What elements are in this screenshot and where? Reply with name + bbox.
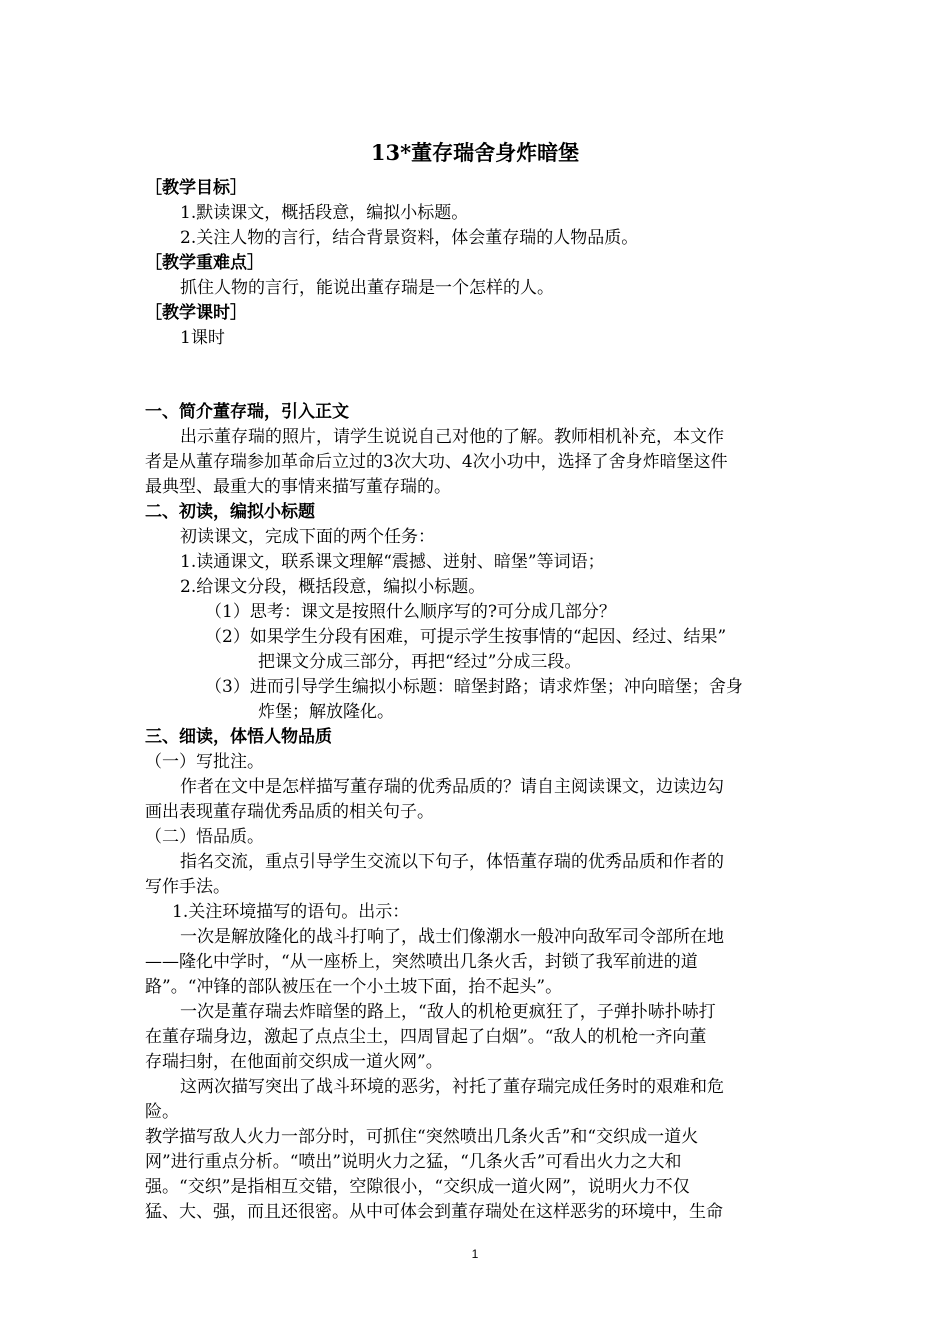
text-line: 一次是董存瑞去炸暗堡的路上，“敌人的机枪更疯狂了，子弹扑哧扑哧打	[180, 1002, 716, 1022]
text-line: （3）进而引导学生编拟小标题：暗堡封路；请求炸堡；冲向暗堡；舍身	[205, 677, 743, 697]
text-line: 网”进行重点分析。“喷出”说明火力之猛，“几条火舌”可看出火力之大和	[145, 1152, 682, 1172]
text-line: 1.关注环境描写的语句。出示：	[172, 902, 410, 922]
text-line: 在董存瑞身边，激起了点点尘土，四周冒起了白烟”。“敌人的机枪一齐向董	[145, 1027, 707, 1047]
text-line: 存瑞扫射，在他面前交织成一道火网”。	[145, 1052, 443, 1072]
section-heading: 三、细读，体悟人物品质	[145, 727, 332, 747]
text-line: 者是从董存瑞参加革命后立过的3次大功、4次小功中，选择了舍身炸暗堡这件	[145, 452, 728, 472]
section-heading: 二、初读，编拟小标题	[145, 502, 315, 522]
text-line: 猛、大、强，而且还很密。从中可体会到董存瑞处在这样恶劣的环境中，生命	[145, 1202, 723, 1222]
text-line: 写作手法。	[145, 877, 230, 897]
text-line: （1）思考：课文是按照什么顺序写的?可分成几部分？	[205, 602, 616, 622]
text-line: 2.关注人物的言行，结合背景资料，体会董存瑞的人物品质。	[180, 228, 639, 248]
text-line: 路”。“冲锋的部队被压在一个小土坡下面，抬不起头”。	[145, 977, 563, 997]
text-line: ——隆化中学时，“从一座桥上，突然喷出几条火舌，封锁了我军前进的道	[145, 952, 698, 972]
text-line: 抓住人物的言行，能说出董存瑞是一个怎样的人。	[180, 278, 554, 298]
text-line: （一）写批注。	[145, 752, 264, 772]
text-line: 炸堡；解放隆化。	[258, 702, 394, 722]
text-line: 2.给课文分段，概括段意，编拟小标题。	[180, 577, 486, 597]
text-line: 这两次描写突出了战斗环境的恶劣，衬托了董存瑞完成任务时的艰难和危	[180, 1077, 724, 1097]
text-line: 初读课文，完成下面的两个任务：	[180, 527, 435, 547]
text-line: 1课时	[180, 328, 225, 348]
text-line: 指名交流，重点引导学生交流以下句子，体悟董存瑞的优秀品质和作者的	[180, 852, 724, 872]
page-number: 1	[471, 1247, 479, 1261]
text-line: 险。	[145, 1102, 179, 1122]
text-line: （2）如果学生分段有困难，可提示学生按事情的“起因、经过、结果”	[205, 627, 727, 647]
text-line: 最典型、最重大的事情来描写董存瑞的。	[145, 477, 451, 497]
section-heading: ［教学重难点］	[145, 253, 264, 273]
text-line: 一次是解放隆化的战斗打响了，战士们像潮水一般冲向敌军司令部所在地	[180, 927, 724, 947]
section-heading: ［教学课时］	[145, 303, 247, 323]
text-line: 教学描写敌人火力一部分时，可抓住“突然喷出几条火舌”和“交织成一道火	[145, 1127, 699, 1147]
text-line: 1.读通课文，联系课文理解“震撼、迸射、暗堡”等词语；	[180, 552, 605, 572]
section-heading: ［教学目标］	[145, 178, 247, 198]
document-title: 13*董存瑞舍身炸暗堡	[370, 140, 580, 165]
text-line: 把课文分成三部分，再把“经过”分成三段。	[258, 652, 582, 672]
text-line: 1.默读课文，概括段意，编拟小标题。	[180, 203, 469, 223]
text-line: 作者在文中是怎样描写董存瑞的优秀品质的？请自主阅读课文，边读边勾	[180, 777, 724, 797]
section-heading: 一、简介董存瑞，引入正文	[145, 402, 349, 422]
text-line: 画出表现董存瑞优秀品质的相关句子。	[145, 802, 434, 822]
text-line: （二）悟品质。	[145, 827, 264, 847]
text-line: 强。“交织”是指相互交错，空隙很小，“交织成一道火网”，说明火力不仅	[145, 1177, 690, 1197]
text-line: 出示董存瑞的照片，请学生说说自己对他的了解。教师相机补充，本文作	[180, 427, 724, 447]
